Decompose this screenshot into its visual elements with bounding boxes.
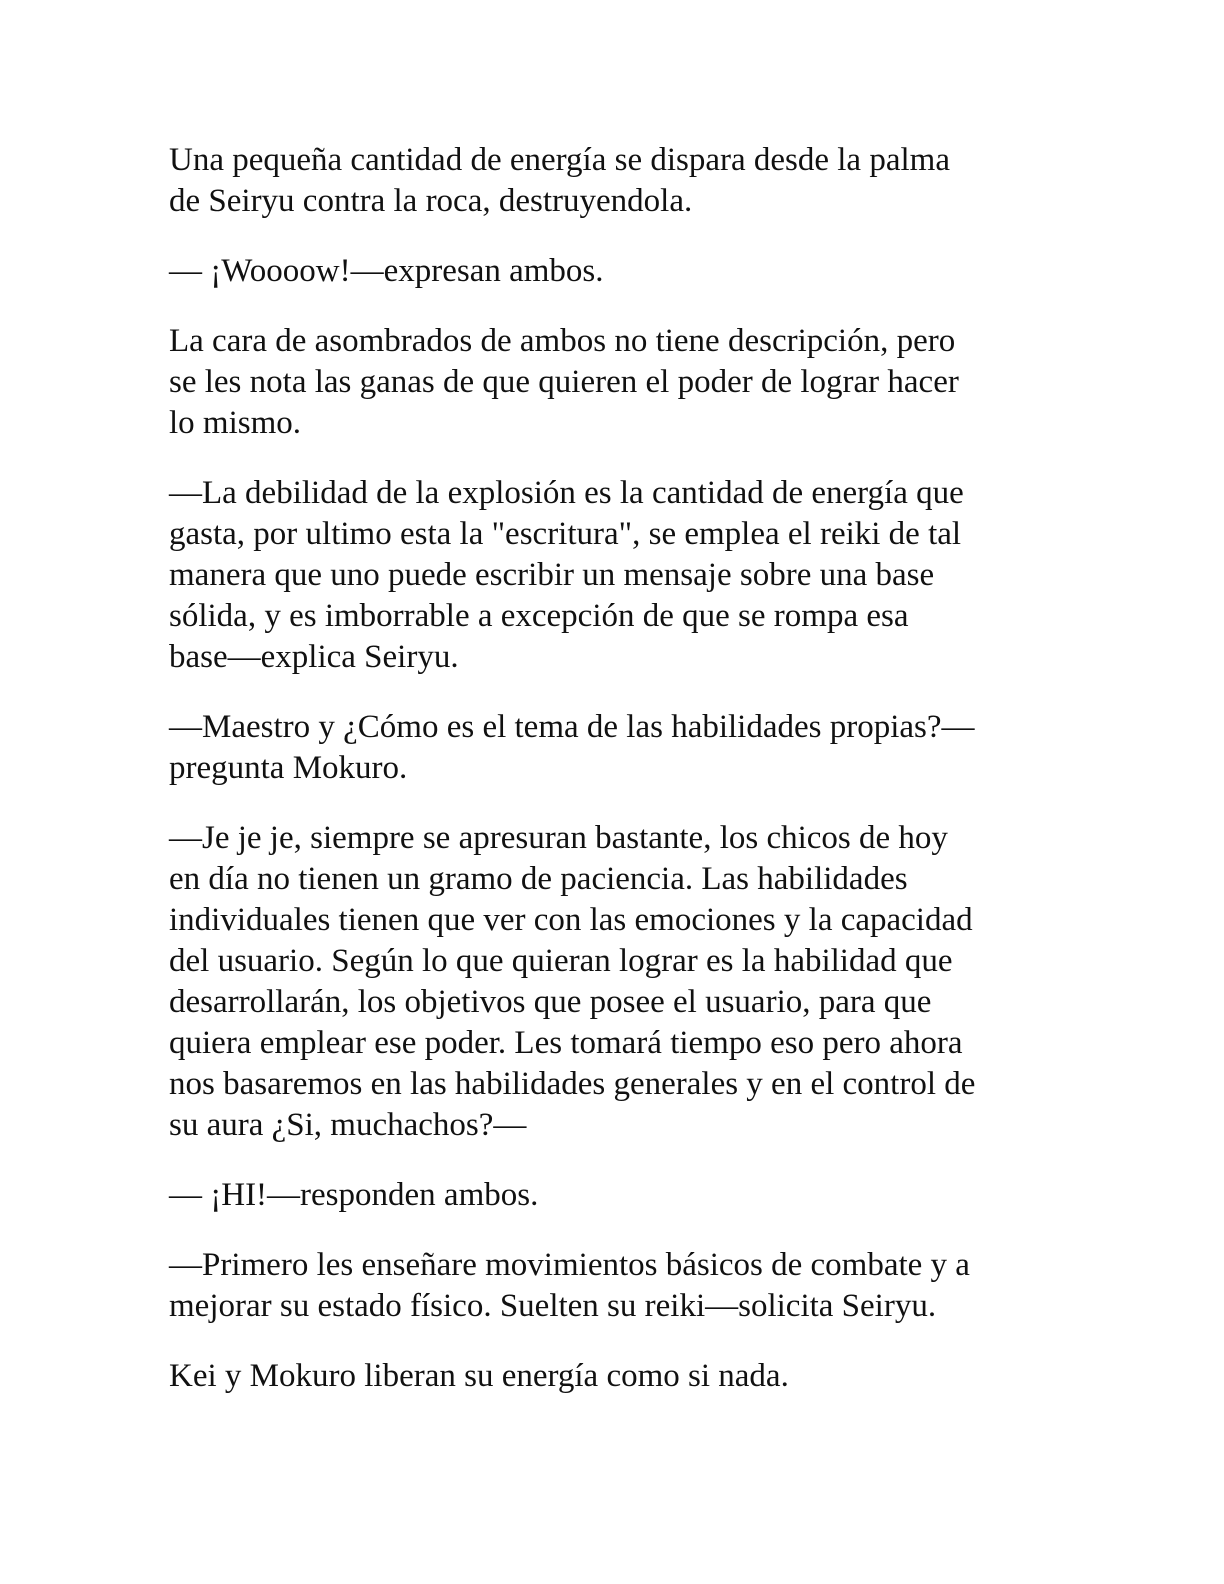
paragraph <box>169 1175 1059 1216</box>
text-line: — ¡HI!—responden ambos. <box>169 1177 539 1213</box>
text-line: base—explica Seiryu. <box>169 639 459 675</box>
text-line: sólida, y es imborrable a excepción de que se rompa esa <box>169 598 909 634</box>
text-line: del usuario. Según lo que quieran lograr es la habilidad que <box>169 943 953 979</box>
text-line: desarrollarán, los objetivos que posee el usuario, para que <box>169 984 932 1020</box>
text-line: Una pequeña cantidad de energía se dispara desde la palma <box>169 142 950 178</box>
text-line: Kei y Mokuro liberan su energía como si nada. <box>169 1358 789 1394</box>
text-line: mejorar su estado físico. Suelten su reiki—solicita Seiryu. <box>169 1288 937 1324</box>
text-line: — ¡Woooow!—expresan ambos. <box>169 253 604 289</box>
text-line: en día no tienen un gramo de paciencia. Las habilidades <box>169 861 908 897</box>
paragraph <box>169 1356 1059 1397</box>
text-line: lo mismo. <box>169 405 302 441</box>
text-line: La cara de asombrados de ambos no tiene descripción, pero <box>169 323 956 359</box>
text-line: —Je je je, siempre se apresuran bastante, los chicos de hoy <box>169 820 948 856</box>
paragraph <box>169 251 1059 292</box>
text-line: nos basaremos en las habilidades generales y en el control de <box>169 1066 976 1102</box>
paragraph <box>169 707 1059 789</box>
paragraph <box>169 1245 1059 1327</box>
text-line: de Seiryu contra la roca, destruyendola. <box>169 183 693 219</box>
text-line: —La debilidad de la explosión es la cantidad de energía que <box>169 475 964 511</box>
paragraph <box>169 140 1059 222</box>
paragraph <box>169 818 1059 1146</box>
text-line: su aura ¿Si, muchachos?— <box>169 1107 527 1143</box>
text-line: manera que uno puede escribir un mensaje sobre una base <box>169 557 935 593</box>
text-line: —Primero les enseñare movimientos básicos de combate y a <box>169 1247 970 1283</box>
text-line: —Maestro y ¿Cómo es el tema de las habilidades propias?— <box>169 709 975 745</box>
paragraph <box>169 321 1059 444</box>
text-line: individuales tienen que ver con las emociones y la capacidad <box>169 902 973 938</box>
document-page <box>169 140 1059 1426</box>
paragraph <box>169 473 1059 678</box>
text-line: gasta, por ultimo esta la "escritura", se emplea el reiki de tal <box>169 516 962 552</box>
text-line: pregunta Mokuro. <box>169 750 408 786</box>
text-line: se les nota las ganas de que quieren el poder de lograr hacer <box>169 364 959 400</box>
text-line: quiera emplear ese poder. Les tomará tiempo eso pero ahora <box>169 1025 963 1061</box>
